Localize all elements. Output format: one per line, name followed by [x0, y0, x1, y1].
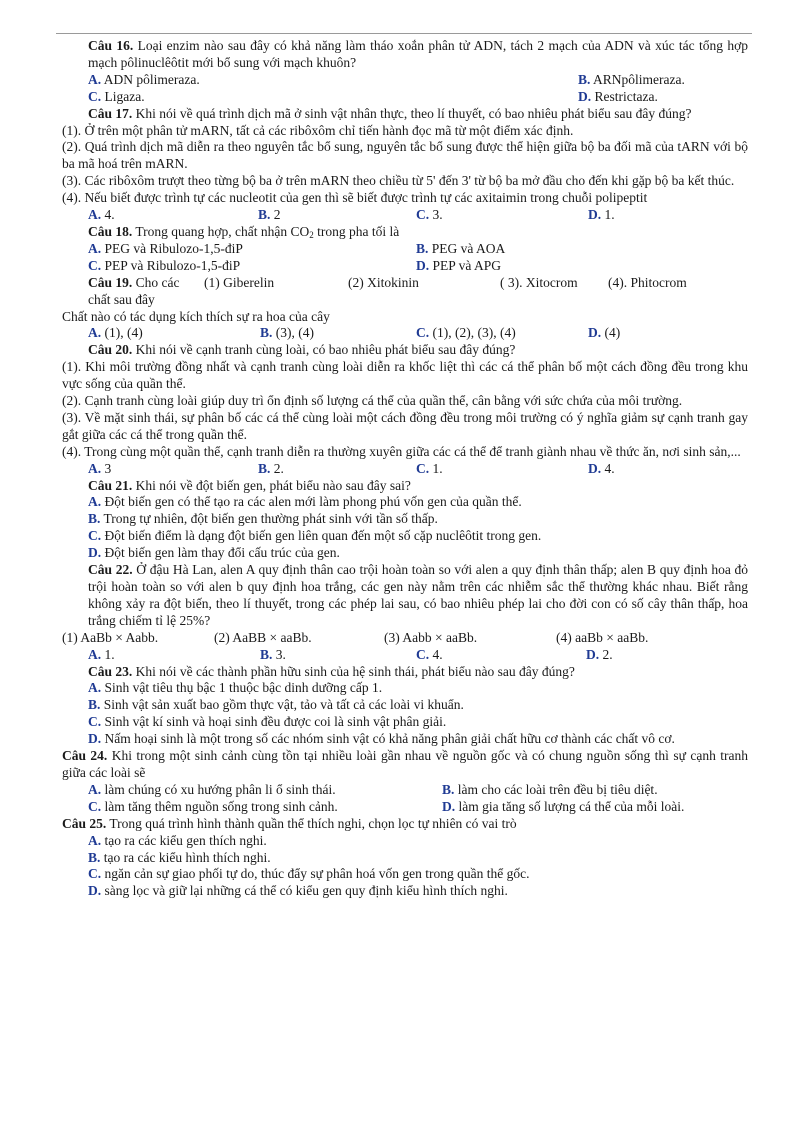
- option-c[interactable]: [88, 799, 442, 816]
- option-b[interactable]: [260, 647, 416, 664]
- option-text: Sinh vật kí sinh và hoại sinh đều được coi là sinh vật phân giải.: [104, 714, 447, 730]
- option-text: tạo ra các kiểu hình thích nghi.: [103, 849, 271, 865]
- option-text: làm tăng thêm nguồn sống trong sinh cảnh.: [104, 798, 338, 814]
- statement-2: (2). Cạnh tranh cùng loài giúp duy trì ổn định số lượng cá thể của quần thể, cân bằng với sức chứa của môi trường.: [62, 393, 683, 409]
- option-label: A.: [88, 240, 102, 256]
- option-text: Sinh vật sản xuất bao gồm thực vật, tảo và tất cả các loài vi khuẩn.: [103, 697, 464, 713]
- option-text: Restrictaza.: [594, 88, 658, 104]
- cross-list: [62, 630, 748, 647]
- option-label: D.: [588, 207, 602, 223]
- question-25: [62, 816, 748, 901]
- cross-3: (3) Aabb × aaBb.: [384, 629, 478, 645]
- option-text: Ligaza.: [104, 88, 145, 104]
- statement-3: (3). Các ribôxôm trượt theo từng bộ ba ở trên mARN theo chiều từ 5' đến 3' từ bộ ba mở đầu cho đến khi gặp bộ ba kết thúc.: [62, 173, 735, 189]
- option-a[interactable]: [88, 782, 442, 799]
- option-label: D.: [578, 88, 592, 104]
- question-number: Câu 23.: [88, 663, 133, 679]
- question-18: [62, 224, 748, 275]
- cross-2: (2) AaBB × aaBb.: [214, 629, 312, 645]
- header-rule: [56, 33, 752, 34]
- option-text: PEG và AOA: [431, 240, 506, 256]
- option-text: làm cho các loài trên đều bị tiêu diệt.: [457, 781, 658, 797]
- statement-3: (3). Về mặt sinh thái, sự phân bố các cá thể cùng loài một cách đồng đều trong môi trường có ý nghĩa giảm sự cạnh tranh gay gắt giữa các cá thể trong quần thể.: [62, 409, 748, 442]
- option-c[interactable]: [88, 258, 416, 275]
- option-label: D.: [588, 460, 602, 476]
- question-22: [62, 562, 748, 663]
- option-text: PEP và Ribulozo-1,5-điP: [104, 257, 241, 273]
- option-b[interactable]: [578, 72, 748, 89]
- question-text: Khi trong một sinh cảnh cùng tồn tại nhiều loài gần nhau về nguồn gốc và có chung nguồn sống thì sự cạnh tranh giữa các loài sẽ: [62, 748, 749, 780]
- option-text: (4): [604, 325, 621, 341]
- answer-options: [62, 207, 748, 224]
- question-19: [62, 275, 748, 343]
- exam-content: [62, 0, 748, 900]
- option-a[interactable]: [88, 241, 416, 258]
- option-label: B.: [260, 646, 273, 662]
- option-label: C.: [88, 88, 102, 104]
- question-stem: [62, 275, 748, 309]
- question-text: Khi nói về các thành phần hữu sinh của hệ sinh thái, phát biểu nào sau đây đúng?: [135, 663, 575, 679]
- option-label: B.: [88, 511, 101, 527]
- option-label: C.: [88, 798, 102, 814]
- answer-options: [62, 241, 748, 275]
- option-d[interactable]: [586, 647, 748, 664]
- option-d[interactable]: [62, 545, 748, 562]
- option-text: Sinh vật tiêu thụ bậc 1 thuộc bậc dinh dưỡng cấp 1.: [104, 680, 383, 696]
- option-c[interactable]: [62, 714, 748, 731]
- question-stem: [62, 342, 748, 359]
- question-21: [62, 478, 748, 563]
- question-number: Câu 21.: [88, 477, 133, 493]
- question-number: Câu 19.: [88, 274, 133, 290]
- option-text: 4.: [432, 646, 443, 662]
- option-text: 2.: [602, 646, 613, 662]
- option-text: Đột biến gen làm thay đổi cấu trúc của gen.: [104, 545, 340, 561]
- option-label: A.: [88, 646, 102, 662]
- option-b[interactable]: [62, 850, 748, 867]
- statement-1: (1). Ở trên một phân tử mARN, tất cả các ribôxôm chỉ tiến hành đọc mã từ một điểm xác định.: [62, 122, 574, 138]
- option-label: A.: [88, 460, 102, 476]
- option-text: 1.: [432, 460, 443, 476]
- option-text: PEP và APG: [432, 257, 502, 273]
- option-label: B.: [442, 781, 455, 797]
- option-label: D.: [588, 325, 602, 341]
- question-text: Khi nói về cạnh tranh cùng loài, có bao nhiêu phát biểu sau đây đúng?: [135, 342, 516, 358]
- option-b[interactable]: [260, 325, 416, 342]
- option-text: 3: [104, 460, 112, 476]
- option-text: PEG và Ribulozo-1,5-điP: [104, 240, 243, 256]
- question-text: Loại enzim nào sau đây có khả năng làm tháo xoắn phân tử ADN, tách 2 mạch của ADN và xúc tác tổng hợp mạch pôlinuclêôtit mới bổ sung với mạch khuôn?: [88, 38, 748, 70]
- option-text: sàng lọc và giữ lại những cá thể có kiểu gen quy định kiểu hình thích nghi.: [104, 883, 508, 899]
- option-d[interactable]: [588, 207, 748, 224]
- option-b[interactable]: [62, 697, 748, 714]
- option-a[interactable]: [88, 461, 258, 478]
- statement-4: (4). Trong cùng một quần thể, cạnh tranh diễn ra thường xuyên giữa các cá thể để tranh giành nhau về thức ăn, nơi sinh sản,...: [62, 443, 741, 459]
- option-label: D.: [586, 646, 600, 662]
- option-label: A.: [88, 781, 102, 797]
- question-stem: [62, 562, 748, 630]
- question-text: Khi nói về quá trình dịch mã ở sinh vật nhân thực, theo lí thuyết, có bao nhiêu phát biểu sau đây đúng?: [135, 105, 692, 121]
- option-c[interactable]: [62, 866, 748, 883]
- option-label: D.: [88, 883, 102, 899]
- option-b[interactable]: [416, 241, 748, 258]
- subscript: 2: [309, 229, 314, 240]
- option-b[interactable]: [62, 511, 748, 528]
- question-text-2: Chất nào có tác dụng kích thích sự ra hoa của cây: [62, 308, 330, 324]
- option-a[interactable]: [62, 494, 748, 511]
- question-number: Câu 17.: [88, 105, 133, 121]
- option-text: ADN pôlimeraza.: [103, 71, 200, 87]
- question-stem: [62, 816, 748, 833]
- question-23: [62, 664, 748, 749]
- option-label: A.: [88, 680, 102, 696]
- option-label: B.: [258, 460, 271, 476]
- option-d[interactable]: [416, 258, 748, 275]
- option-c[interactable]: [416, 325, 588, 342]
- option-text: Đột biến điểm là dạng đột biến gen liên quan đến một số cặp nuclêôtit trong gen.: [104, 528, 542, 544]
- option-text: (3), (4): [275, 325, 314, 341]
- answer-options: [62, 325, 748, 342]
- option-c[interactable]: [416, 207, 588, 224]
- item-4: (4). Phitocrom: [607, 274, 687, 290]
- option-b[interactable]: [258, 207, 416, 224]
- option-label: B.: [88, 849, 101, 865]
- answer-options: [62, 782, 748, 816]
- option-label: C.: [416, 460, 430, 476]
- option-text: 2: [273, 207, 281, 223]
- statement-4: (4). Nếu biết được trình tự các nucleotit của gen thì sẽ biết được trình tự các axitaimin trong chuỗi polipeptit: [62, 190, 648, 206]
- question-number: Câu 25.: [62, 815, 107, 831]
- item-1: (1) Giberelin: [204, 274, 275, 290]
- question-24: [62, 748, 748, 816]
- option-a[interactable]: [62, 833, 748, 850]
- option-d[interactable]: [588, 461, 748, 478]
- question-number: Câu 18.: [88, 223, 133, 239]
- option-text: 2.: [273, 460, 284, 476]
- item-2: (2) Xitokinin: [348, 274, 419, 290]
- question-text: Trong quang hợp, chất nhận CO: [135, 223, 310, 239]
- option-text: 1.: [604, 207, 615, 223]
- question-stem: [62, 748, 748, 782]
- option-label: C.: [88, 257, 102, 273]
- option-c[interactable]: [416, 461, 588, 478]
- statement-2: (2). Quá trình dịch mã diễn ra theo nguyên tắc bổ sung, nguyên tắc bổ sung được thể hiện giữa bộ ba đối mã của tARN với bộ ba mã hoá trên mARN.: [62, 139, 748, 172]
- option-label: C.: [88, 528, 102, 544]
- question-number: Câu 20.: [88, 342, 133, 358]
- question-17: [62, 106, 748, 224]
- option-text: (1), (2), (3), (4): [432, 325, 516, 341]
- option-text: 1.: [104, 646, 115, 662]
- question-stem: [62, 664, 748, 681]
- cross-4: (4) aaBb × aaBb.: [556, 629, 649, 645]
- option-text: làm gia tăng số lượng cá thể của mỗi loài.: [458, 798, 685, 814]
- option-label: D.: [442, 798, 456, 814]
- question-stem: [62, 106, 748, 123]
- item-34: [500, 275, 748, 309]
- question-number: Câu 24.: [62, 748, 108, 764]
- option-text: Nấm hoại sinh là một trong số các nhóm sinh vật có khả năng phân giải chất hữu cơ thành các chất vô cơ.: [104, 731, 675, 747]
- option-a[interactable]: [88, 207, 258, 224]
- question-text: Ở đậu Hà Lan, alen A quy định thân cao trội hoàn toàn so với alen a quy định thân thấp; alen B quy định hoa đỏ trội hoàn toàn so với alen b quy định hoa trắng, các gen này nằm trên các nhiễm sắc thể thường khác nhau. Biết rằng không xảy ra đột biến, theo lí thuyết, trong các phép lai sau, có bao nhiêu phép lai cho đời con có số cây thân thấp, hoa trắng chiếm tỉ lệ 25%?: [88, 562, 748, 628]
- option-label: D.: [88, 545, 102, 561]
- option-d[interactable]: [588, 325, 748, 342]
- cross-1: (1) AaBb × Aabb.: [62, 629, 159, 645]
- option-label: C.: [416, 646, 430, 662]
- question-stem: [62, 38, 748, 72]
- option-c[interactable]: [416, 647, 586, 664]
- option-a[interactable]: [88, 647, 260, 664]
- answer-options: [62, 461, 748, 478]
- option-b[interactable]: [258, 461, 416, 478]
- option-text: 4.: [104, 207, 115, 223]
- option-d[interactable]: [442, 799, 748, 816]
- option-text: Trong tự nhiên, đột biến gen thường phát sinh với tần số thấp.: [103, 511, 438, 527]
- statement-1: (1). Khi môi trường đồng nhất và cạnh tranh cùng loài diễn ra khốc liệt thì các cá thể phân bố một cách đồng đều trong khu vực sống của quần thể.: [62, 359, 748, 392]
- option-text: 3.: [432, 207, 443, 223]
- stem-lead: [88, 275, 198, 309]
- option-text: làm chúng có xu hướng phân li ổ sinh thái.: [104, 781, 336, 797]
- option-text: 3.: [275, 646, 286, 662]
- option-label: D.: [416, 257, 430, 273]
- option-text: (1), (4): [104, 325, 143, 341]
- question-number: Câu 22.: [88, 562, 133, 578]
- question-text: Cho các chất sau đây: [88, 274, 180, 307]
- option-label: C.: [416, 207, 430, 223]
- option-label: C.: [88, 866, 102, 882]
- option-label: B.: [416, 240, 429, 256]
- option-label: B.: [258, 207, 271, 223]
- question-stem: [62, 478, 748, 495]
- option-label: B.: [260, 325, 273, 341]
- option-b[interactable]: [442, 782, 748, 799]
- answer-options: [62, 647, 748, 664]
- option-d[interactable]: [62, 883, 748, 900]
- question-text: Trong quá trình hình thành quần thể thích nghi, chọn lọc tự nhiên có vai trò: [109, 815, 517, 831]
- option-label: A.: [88, 832, 102, 848]
- option-text: ARNpôlimeraza.: [593, 71, 685, 87]
- answer-options: [62, 72, 748, 106]
- option-label: B.: [578, 71, 591, 87]
- item-3: ( 3). Xitocrom: [500, 274, 578, 290]
- option-d[interactable]: [62, 731, 748, 748]
- question-number: Câu 16.: [88, 38, 134, 53]
- option-c[interactable]: [62, 528, 748, 545]
- question-text: Khi nói về đột biến gen, phát biểu nào sau đây sai?: [135, 477, 411, 493]
- option-label: C.: [416, 325, 430, 341]
- option-text: ngăn cản sự giao phối tự do, thúc đẩy sự phân hoá vốn gen trong quần thể gốc.: [104, 866, 530, 882]
- option-label: A.: [88, 207, 102, 223]
- option-c[interactable]: [88, 89, 578, 106]
- option-text: tạo ra các kiểu gen thích nghi.: [104, 832, 267, 848]
- question-16: [62, 38, 748, 106]
- option-label: A.: [88, 325, 102, 341]
- question-20: [62, 342, 748, 477]
- question-text-end: trong pha tối là: [313, 223, 400, 239]
- option-a[interactable]: [62, 680, 748, 697]
- option-label: C.: [88, 714, 102, 730]
- option-text: 4.: [604, 460, 615, 476]
- question-stem: [62, 224, 748, 241]
- option-text: Đột biến gen có thể tạo ra các alen mới làm phong phú vốn gen của quần thể.: [104, 494, 522, 510]
- option-label: A.: [88, 71, 102, 87]
- option-label: D.: [88, 731, 102, 747]
- option-label: B.: [88, 697, 101, 713]
- option-d[interactable]: [578, 89, 748, 106]
- option-a[interactable]: [88, 72, 578, 89]
- option-a[interactable]: [88, 325, 260, 342]
- option-label: A.: [88, 494, 102, 510]
